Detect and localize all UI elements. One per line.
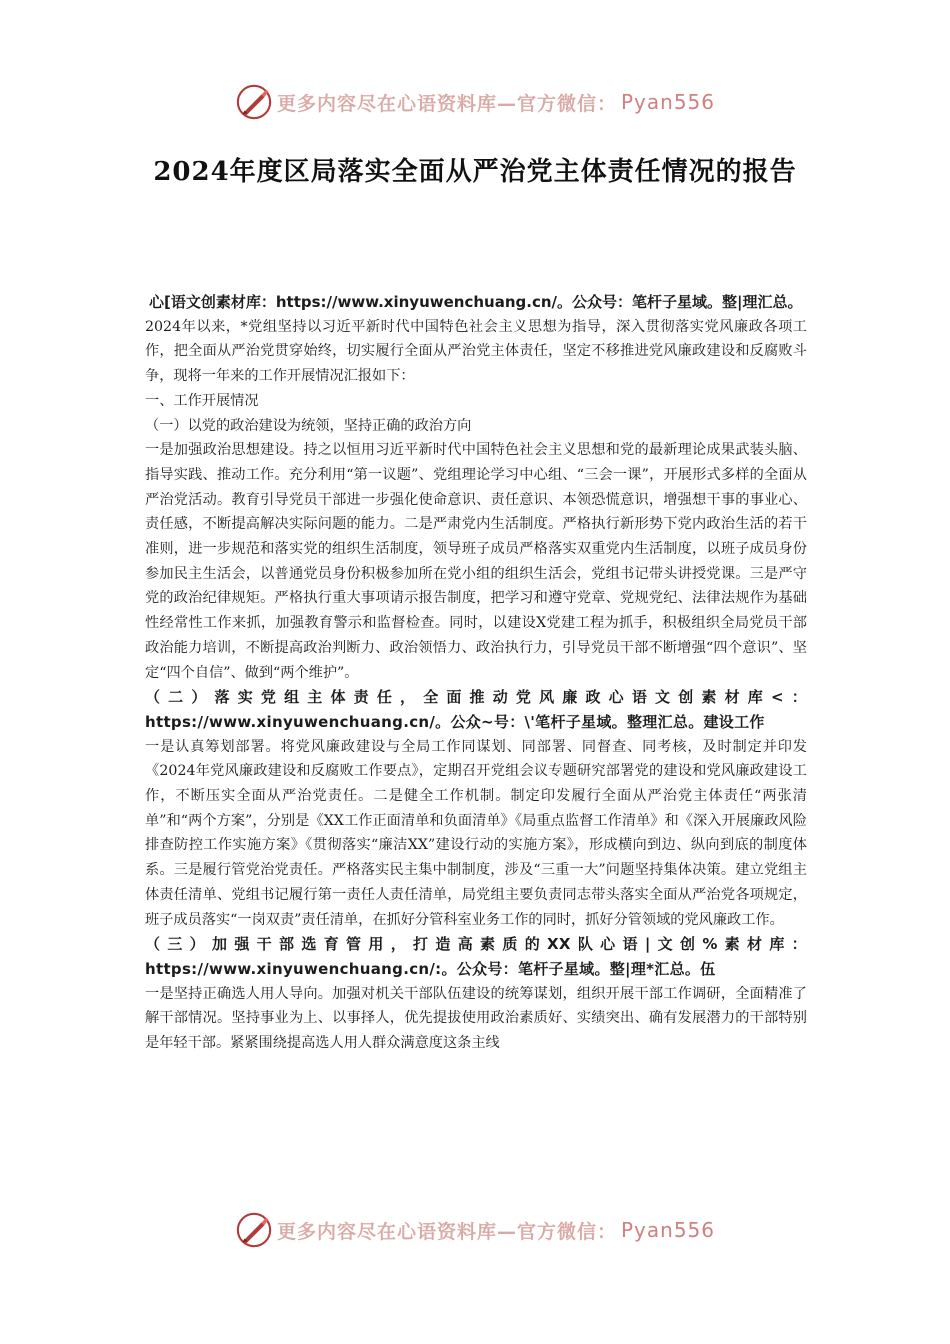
body-paragraph: 一是加强政治思想建设。持之以恒用习近平新时代中国特色社会主义思想和党的最新理论成果武装头脑、指导实践、推动工作。充分利用“第一议题”、党组理论学习中心组、“三会一课”，开展形式多样的全面从严治党活动。教育引导党员干部进一步强化使命意识、责任意识、本领恐慌意识，增强想干事的事业心、责任感，不断提高解决实际问题的能力。二是严肃党内生活制度。严格执行新形势下党内政治生活的若干准则，进一步规范和落实党的组织生活制度，领导班子成员严格落实双重党内生活制度，以班子成员身份参加民主生活会，以普通党员身份积极参加所在党小组的组织生活会，党组书记带头讲授党课。三是严守党的政治纪律规矩。严格执行重大事项请示报告制度，把学习和遵守党章、党规党纪、法律法规作为基础性经常性工作来抓，加强教育警示和监督检查。同时，以建设X党建工程为抓手，积极组织全局党员干部政治能力培训，不断提高政治判断力、政治领悟力、政治执行力，引导党员干部不断增强“四个意识”、坚定“四个自信”、做到“两个维护”。 [145, 442, 807, 681]
pen-logo-icon [235, 83, 273, 121]
document-body [145, 290, 807, 1056]
source-note: 心[语文创素材库：https://www.xinyuwenchuang.cn/。公众号：笔杆子星域。整|理汇总。 [149, 293, 803, 311]
banner-wechat-handle: Pyan556 [621, 1218, 716, 1242]
body-paragraph: 一是认真筹划部署。将党风廉政建设与全局工作同谋划、同部署、同督查、同考核，及时制定并印发《2024年党风廉政建设和反腐败工作要点》，定期召开党组会议专题研究部署党的建设和党风廉政建设工作，不断压实全面从严治党责任。二是健全工作机制。制定印发履行全面从严治党主体责任“两张清单”和“两个方案”，分别是《XX工作正面清单和负面清单》《局重点监督工作清单》和《深入开展廉政风险排查防控工作实施方案》《贯彻落实“廉洁XX”建设行动的实施方案》，形成横向到边、纵向到底的制度体系。三是履行管党治党责任。严格落实民主集中制制度，涉及“三重一大”问题坚持集体决策。建立党组主体责任清单、党组书记履行第一责任人责任清单，局党组主要负责同志带头落实全面从严治党各项规定，班子成员落实“一岗双责”责任清单，在抓好分管科室业务工作的同时，抓好分管领域的党风廉政工作。 [145, 738, 807, 928]
banner-text: 更多内容尽在心语资料库—官方微信： [276, 92, 617, 115]
pen-logo-icon [235, 1211, 273, 1249]
body-paragraph: 一、工作开展情况 [145, 392, 259, 409]
document-title: 2024年度区局落实全面从严治党主体责任情况的报告 [153, 157, 797, 187]
section-subheading: （二）落实党组主体责任，全面推动党风廉政心语文创素材库<：https://www.xinyuwenchuang.cn/。公众~号：\'笔杆子星域。整理汇总。建设工作 [145, 688, 807, 731]
banner-wechat-handle: Pyan556 [621, 90, 716, 114]
body-paragraph: （一）以党的政治建设为统领，坚持正确的政治方向 [145, 417, 472, 434]
body-paragraph: 一是坚持正确选人用人导向。加强对机关干部队伍建设的统筹谋划，组织开展干部工作调研，全面精准了解干部情况。坚持事业为上、以事择人，优先提拔使用政治素质好、实绩突出、确有发展潜力的干部特别是年轻干部。紧紧围绕提高选人用人群众满意度这条主线 [145, 985, 807, 1052]
banner-text: 更多内容尽在心语资料库—官方微信： [276, 1220, 617, 1243]
footer-banner [0, 1208, 950, 1252]
section-subheading: （三）加强干部选育管用，打造高素质的XX队心语|文创%素材库：https://www.xinyuwenchuang.cn/:。公众号：笔杆子星域。整|理*汇总。伍 [145, 935, 807, 978]
header-banner [0, 80, 950, 124]
body-paragraph: 2024年以来，*党组坚持以习近平新时代中国特色社会主义思想为指导，深入贯彻落实党风廉政各项工作，把全面从严治党贯穿始终，切实履行全面从严治党主体责任，坚定不移推进党风廉政建设和反腐败斗争，现将一年来的工作开展情况汇报如下： [145, 318, 807, 385]
